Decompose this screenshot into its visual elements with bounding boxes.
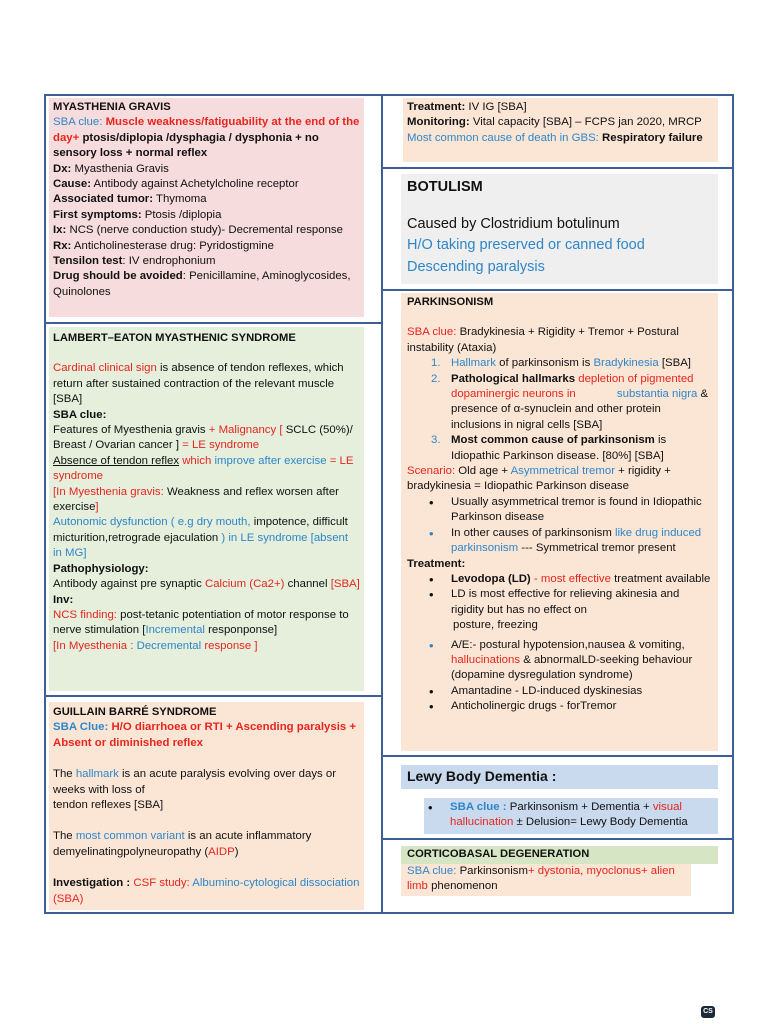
guillain-barre-section <box>49 702 364 910</box>
sba-clue: SBA Clue: H/O diarrhoea or RTI + Ascending paralysis + Absent or diminished reflex <box>53 721 357 749</box>
list-item: 1. Hallmark of parkinsonism is Bradykinesia [SBA] <box>431 357 691 370</box>
investigation-line: Investigation : CSF study: Albumino-cytological dissociation (SBA) <box>53 877 360 905</box>
ncs-line: NCS finding: post-tetanic potentiation of motor response to nerve stimulation [Incremental responponse] <box>53 608 349 637</box>
list-item: • LD is most effective for relieving akinesia and rigidity but has no effect on <box>429 587 680 616</box>
treatment-label: Treatment: <box>407 557 466 570</box>
treatment-bullets-2 <box>407 638 712 715</box>
pathophysiology-line: Antibody against pre synaptic Calcium (Ca2+) channel [SBA] <box>53 578 360 591</box>
hallmark-line: The hallmark is an acute paralysis evolving over days or weeks with loss of <box>53 768 337 796</box>
scenario-line: Scenario: Old age + Asymmetrical tremor + rigidity + bradykinesia = Idiopathic Parkinson disease <box>407 465 671 493</box>
gbs-treatment-section <box>403 98 718 162</box>
section-title: PARKINSONISM <box>407 296 494 308</box>
section-title: MYASTHENIA GRAVIS <box>53 101 171 113</box>
list-item: 3. Most common cause of parkinsonism is Idiopathic Parkinson disease. [80%] [SBA] <box>431 434 667 462</box>
list-item: • A/E:- postural hypotension,nausea & vomiting, hallucinations & abnormalLD-seeking behaviour (dopamine dysregulation syndrome) <box>429 637 693 682</box>
botulism-section <box>401 174 718 284</box>
divider-line <box>381 838 734 840</box>
tensilon-line: Tensilon test: IV endrophonium <box>53 255 216 268</box>
divider-line <box>381 755 734 757</box>
scenario-bullets <box>407 495 712 557</box>
treatment-line: Treatment: IV IG [SBA] <box>407 101 527 113</box>
list-item: • Amantadine - LD-induced dyskinesias <box>429 683 643 699</box>
avoid-line: Drug should be avoided: Penicillamine, Aminoglycosides, Quinolones <box>53 270 351 298</box>
parkinsonism-section <box>401 293 718 751</box>
cause-line: Cause: Antibody against Achetylcholine receptor <box>53 178 299 191</box>
section-title: BOTULISM <box>407 179 483 195</box>
list-item: • SBA clue : Parkinsonism + Dementia + visual hallucination ± Delusion= Lewy Body Dementia <box>428 800 688 829</box>
autonomic-line: Autonomic dysfunction ( e.g dry mouth, impotence, difficult micturition,retrograde ejaculation ) in LE syndrome [absent in MG] <box>53 516 349 560</box>
divider-line <box>44 322 383 324</box>
sba-clue-label: SBA clue: <box>53 408 107 421</box>
treatment-continued: posture, freezing <box>453 619 538 632</box>
mg-comparison-line: [In Myesthenia gravis: Weakness and reflex worsen after exercise] <box>53 485 339 514</box>
section-title: GUILLAIN BARRÉ SYNDROME <box>53 706 217 718</box>
parkinsonism-list <box>407 356 712 464</box>
dx-line: Dx: Myasthenia Gravis <box>53 162 169 175</box>
treatment-bullets <box>407 572 712 618</box>
section-title: LAMBERT–EATON MYASTHENIC SYNDROME <box>53 332 296 344</box>
list-item: • Usually asymmetrical tremor is found in Idiopathic Parkinson disease <box>429 494 702 524</box>
botulism-cause: Caused by Clostridium botulinum <box>407 216 620 232</box>
features-line: Features of Myesthenia gravis + Malignancy [ SCLC (50%)/ Breast / Ovarian cancer ] = LE syndrome <box>53 424 353 452</box>
tumor-line: Associated tumor: Thymoma <box>53 193 207 206</box>
variant-line: The most common variant is an acute inflammatory demyelinatingpolyneuropathy (AIDP) <box>53 830 312 858</box>
corticobasal-clue-box <box>401 864 691 896</box>
cardinal-sign: Cardinal clinical sign is absence of tendon reflexes, which return after sustained contraction of the relevant muscle [SBA] <box>53 362 344 406</box>
corticobasal-title-box <box>401 846 718 864</box>
camscanner-logo: CS <box>701 1006 715 1018</box>
sba-clue: SBA clue: Muscle weakness/fatiguability at the end of the day+ ptosis/diplopia /dysphagia / dysphonia + no sensory loss + normal reflex <box>53 116 360 160</box>
monitoring-line: Monitoring: Vital capacity [SBA] – FCPS jan 2020, MRCP <box>407 116 702 129</box>
botulism-history: H/O taking preserved or canned food <box>407 237 645 253</box>
sba-clue: SBA clue: Bradykinesia + Rigidity + Tremor + Postural instability (Ataxia) <box>407 326 679 354</box>
divider-line <box>381 167 734 169</box>
first-symptoms-line: First symptoms: Ptosis /diplopia <box>53 208 222 221</box>
list-item: • Levodopa (LD) - most effective treatment available <box>429 571 711 587</box>
divider-line <box>381 289 734 291</box>
sba-clue: SBA clue: Parkinsonism+ dystonia, myoclonus+ alien limb phenomenon <box>407 865 675 893</box>
list-item: • Anticholinergic drugs - forTremor <box>429 699 617 715</box>
lewy-body-title-box <box>401 765 718 789</box>
death-cause-line: Most common cause of death in GBS: Respiratory failure <box>407 131 703 144</box>
absence-line: Absence of tendon reflex which improve after exercise = LE syndrome <box>53 454 354 483</box>
myasthenia-gravis-section <box>49 98 364 317</box>
pathophysiology-label: Pathophysiology: <box>53 562 149 575</box>
column-divider <box>381 94 383 914</box>
lewy-body-clue-box <box>424 798 718 834</box>
botulism-paralysis: Descending paralysis <box>407 259 545 275</box>
divider-line <box>44 695 383 697</box>
list-item: • In other causes of parkinsonism like drug induced parkinsonism --- Symmetrical tremor present <box>429 525 702 555</box>
lambert-eaton-section <box>49 327 364 691</box>
section-title: Lewy Body Dementia : <box>407 768 557 784</box>
ix-line: Ix: NCS (nerve conduction study)- Decremental response <box>53 224 343 237</box>
hallmark-line-2: tendon reflexes [SBA] <box>53 799 164 812</box>
rx-line: Rx: Anticholinesterase drug: Pyridostigmine <box>53 239 274 252</box>
section-title: CORTICOBASAL DEGENERATION <box>407 848 590 860</box>
list-item: 2. Pathological hallmarks depletion of pigmented dopaminergic neurons in substantia nigra & presence of α-synuclein and other protein inclusions in nigral cells [SBA] <box>431 372 709 431</box>
mg-decremental-line: [In Myesthenia : Decremental response ] <box>53 639 258 652</box>
inv-label: Inv: <box>53 593 74 606</box>
